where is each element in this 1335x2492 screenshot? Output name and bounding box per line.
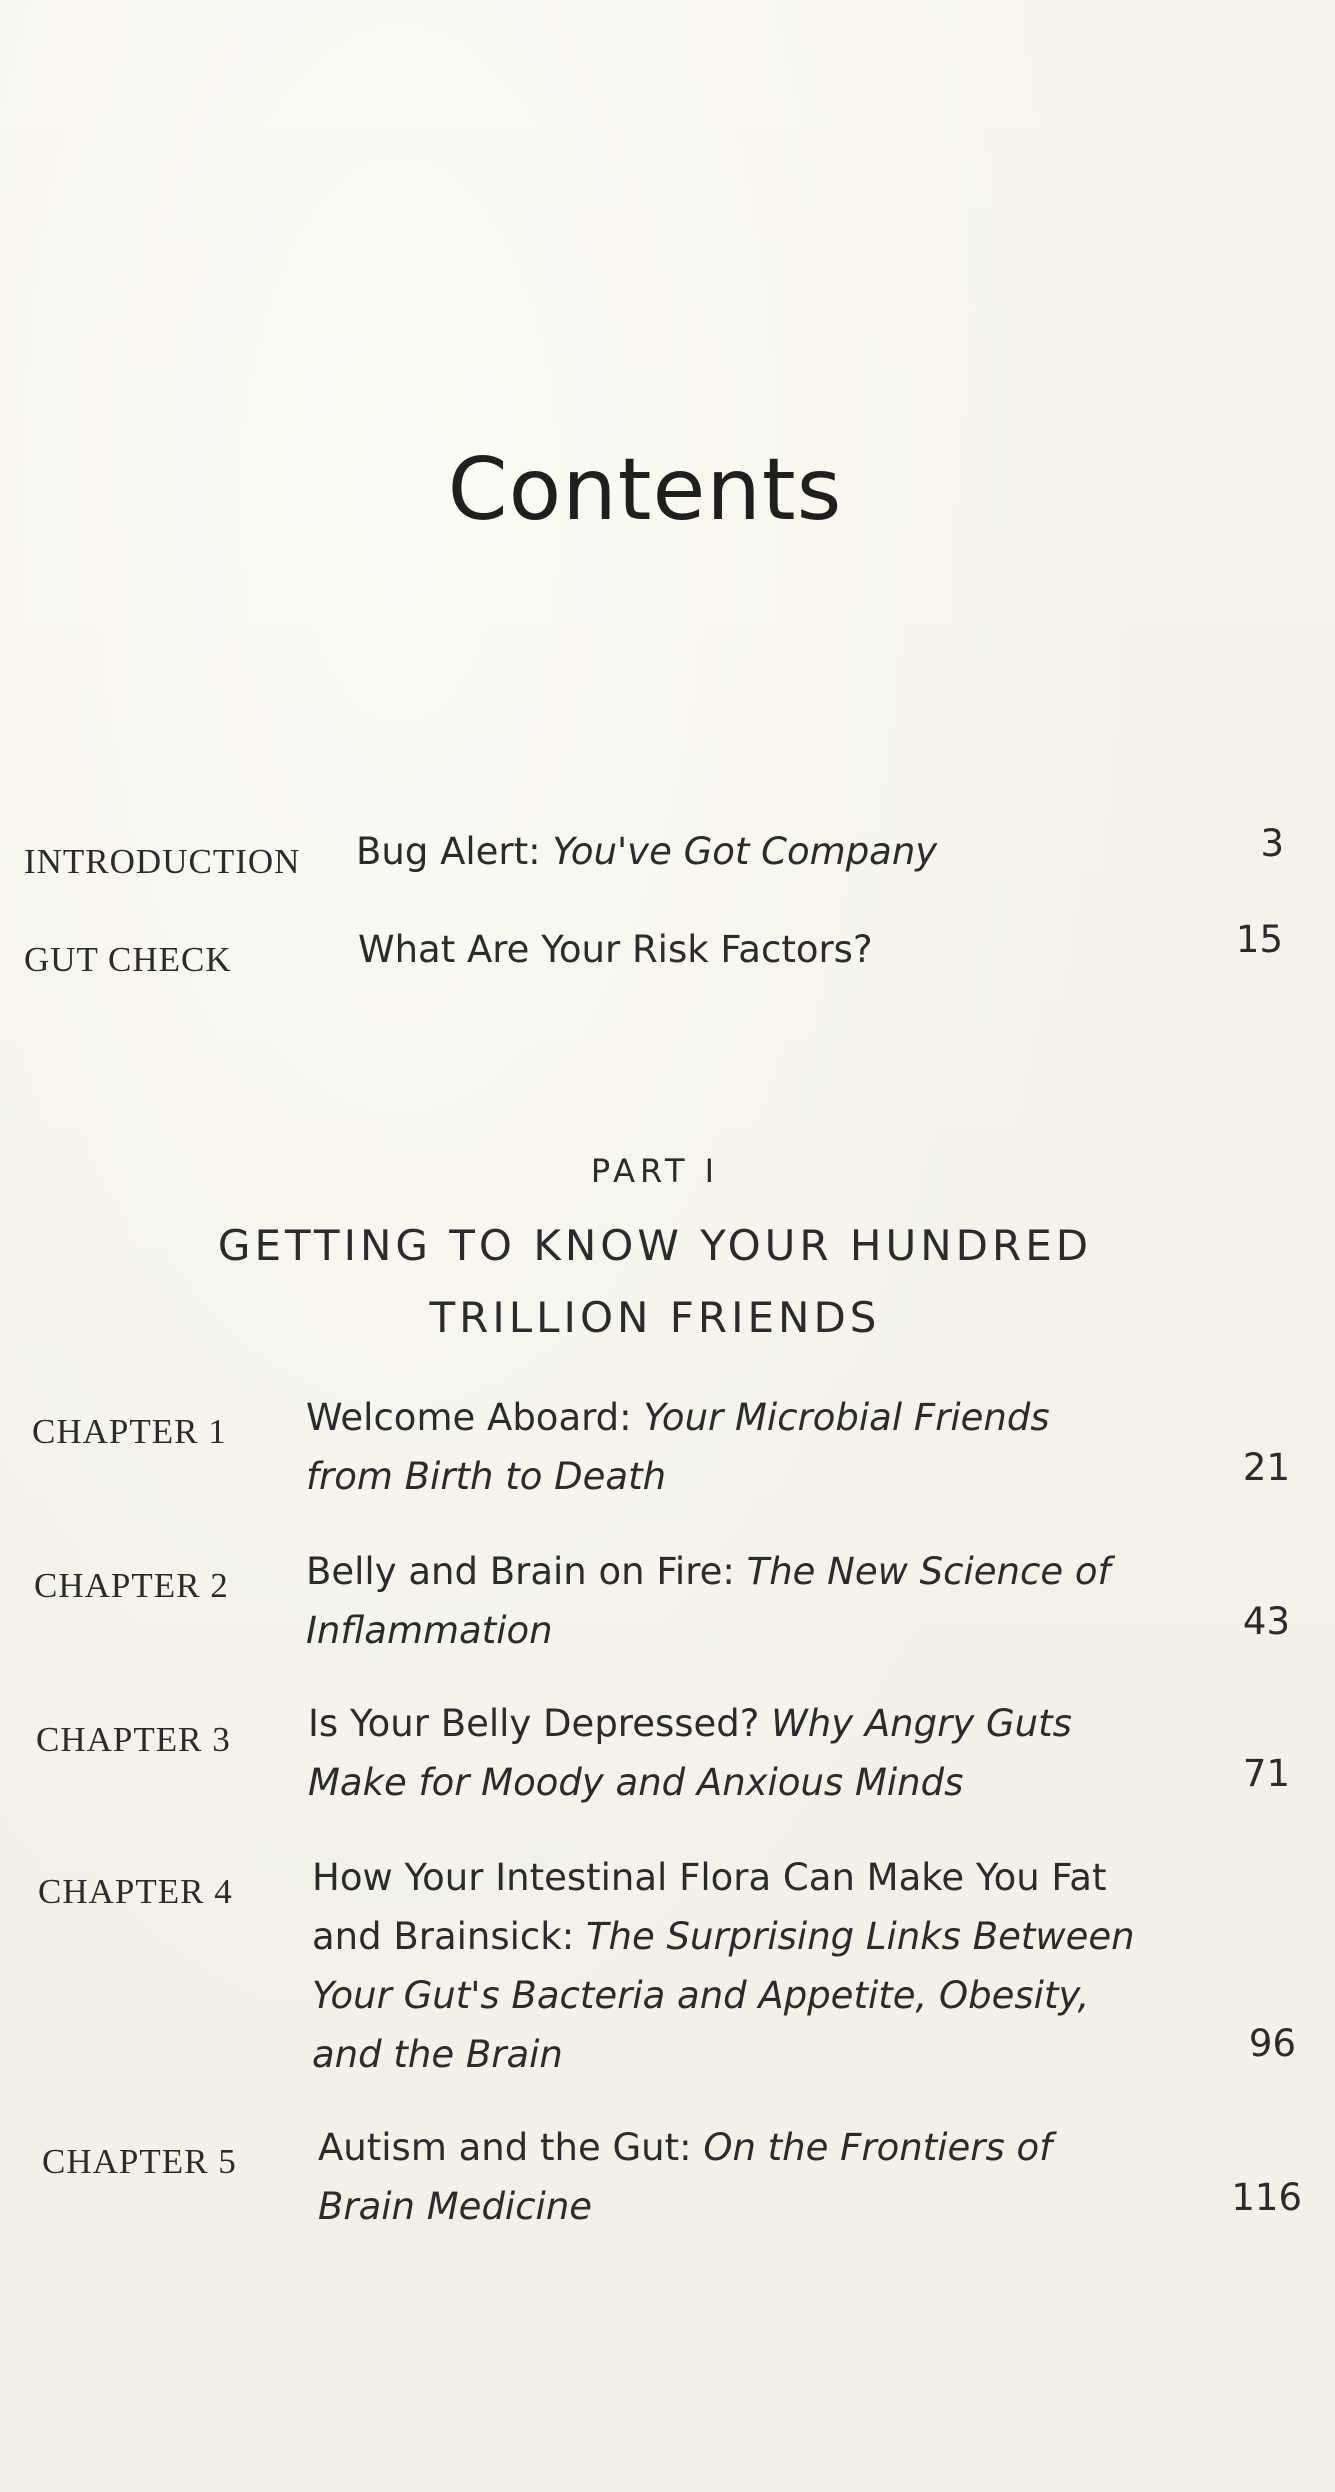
entry-page-introduction: 3 xyxy=(1260,822,1284,865)
part-title-line2: TRILLION FRIENDS xyxy=(429,1293,881,1342)
entry-title-main: What Are Your Risk Factors? xyxy=(358,928,873,971)
chapter-title-3 xyxy=(308,1694,1188,1812)
part-title-line1: GETTING TO KNOW YOUR HUNDRED xyxy=(217,1221,1093,1270)
chapter-page-4: 96 xyxy=(1248,2022,1296,2065)
chapter-title-sub: The Surprising Links Between xyxy=(585,1915,1135,1958)
chapter-title-main: Is Your Belly Depressed? xyxy=(308,1702,772,1745)
chapter-title-main: How Your Intestinal Flora Can Make You Fat xyxy=(312,1856,1107,1899)
chapter-title-sub: from Birth to Death xyxy=(306,1455,667,1498)
chapter-title-sub: Inflammation xyxy=(306,1609,553,1652)
chapter-label-1: CHAPTER 1 xyxy=(32,1412,227,1451)
entry-title-gut-check xyxy=(358,920,1238,979)
chapter-title-main: Welcome Aboard: xyxy=(306,1396,644,1439)
entry-page-gut-check: 15 xyxy=(1235,918,1283,961)
chapter-title-1 xyxy=(306,1388,1186,1506)
chapter-title-4 xyxy=(312,1848,1212,2084)
chapter-title-sub: Make for Moody and Anxious Minds xyxy=(308,1761,964,1804)
chapter-page-3: 71 xyxy=(1242,1752,1290,1795)
entry-title-main: Bug Alert: xyxy=(356,830,553,873)
chapter-title-sub: and the Brain xyxy=(312,2033,563,2076)
page-title: Contents xyxy=(447,440,843,540)
part-label: PART I xyxy=(590,1152,720,1190)
entry-label-introduction: INTRODUCTION xyxy=(24,842,301,881)
chapter-title-5 xyxy=(318,2118,1198,2236)
chapter-title-sub: The New Science of xyxy=(746,1550,1111,1593)
chapter-page-1: 21 xyxy=(1242,1446,1290,1489)
entry-title-introduction xyxy=(356,822,1236,881)
entry-title-sub: You've Got Company xyxy=(552,830,938,873)
chapter-label-2: CHAPTER 2 xyxy=(34,1566,229,1605)
chapter-title-sub: On the Frontiers of xyxy=(703,2126,1053,2169)
chapter-title-main: and Brainsick: xyxy=(312,1915,586,1958)
chapter-label-4: CHAPTER 4 xyxy=(38,1872,233,1911)
chapter-page-2: 43 xyxy=(1242,1600,1290,1643)
chapter-page-5: 116 xyxy=(1231,2176,1302,2219)
chapter-label-3: CHAPTER 3 xyxy=(36,1720,231,1759)
chapter-title-2 xyxy=(306,1542,1186,1660)
chapter-label-5: CHAPTER 5 xyxy=(42,2142,237,2181)
part-title xyxy=(0,1210,1310,1354)
chapter-title-sub: Why Angry Guts xyxy=(771,1702,1072,1745)
chapter-title-sub: Your Gut's Bacteria and Appetite, Obesity, xyxy=(312,1974,1090,2017)
chapter-title-sub: Your Microbial Friends xyxy=(643,1396,1050,1439)
chapter-title-main: Belly and Brain on Fire: xyxy=(306,1550,747,1593)
chapter-title-main: Autism and the Gut: xyxy=(318,2126,704,2169)
entry-label-gut-check: GUT CHECK xyxy=(24,940,232,979)
chapter-title-sub: Brain Medicine xyxy=(318,2185,593,2228)
